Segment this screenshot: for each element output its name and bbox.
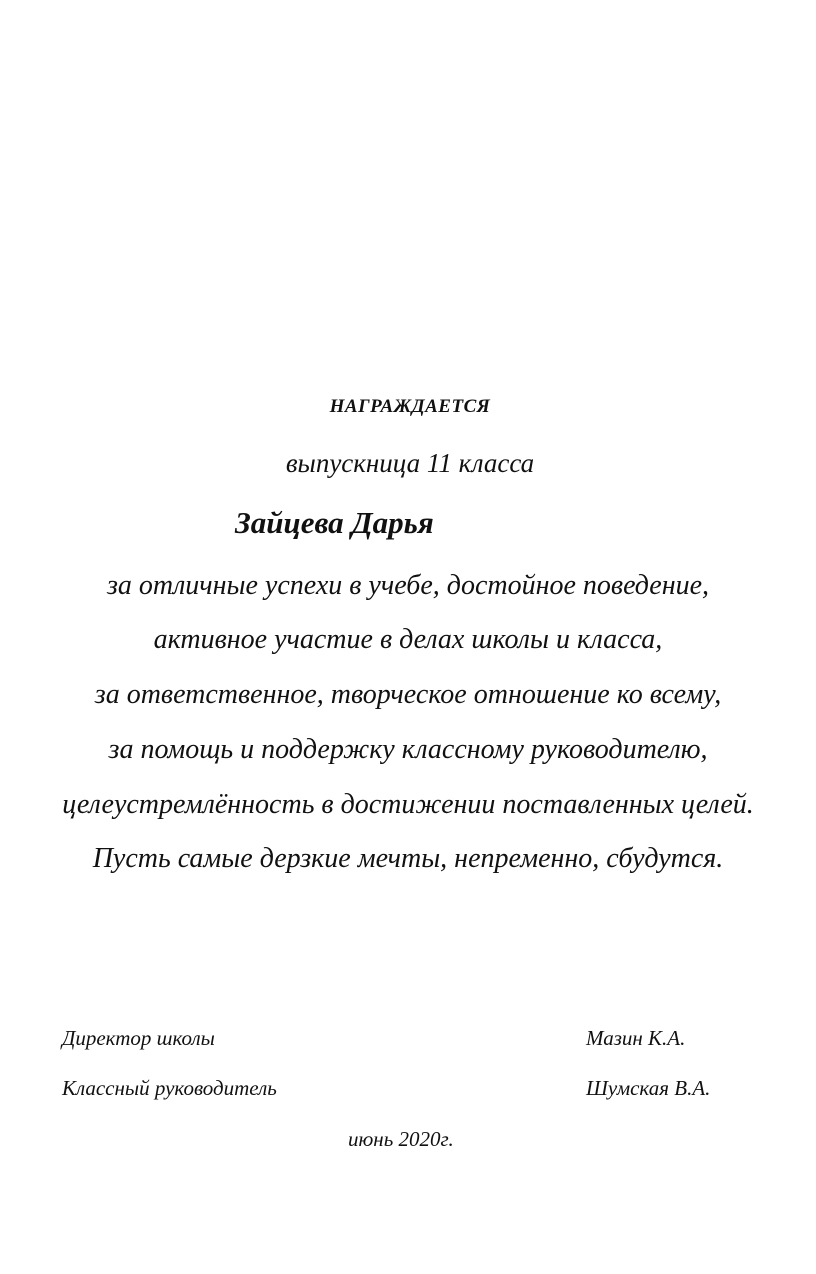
recipient-description: [0, 448, 816, 479]
reason-line: целеустремлённость в достижении поставленных целей.: [62, 789, 754, 820]
reason-line: за отличные успехи в учебе, достойное поведение,: [106, 570, 710, 601]
reason-line: активное участие в делах школы и класса,: [153, 624, 663, 655]
recipient-name: Зайцева Дарья: [235, 505, 434, 540]
signature-role-director: Директор школы: [62, 1026, 215, 1050]
reason-line: за ответственное, творческое отношение ко всему,: [94, 679, 722, 710]
subtitle-text: выпускница 11 класса: [285, 448, 535, 478]
signature-name-class-teacher: Шумская В.А.: [586, 1076, 711, 1100]
signature-name-director: Мазин К.А.: [586, 1026, 686, 1050]
signature-role-class-teacher: Классный руководитель: [62, 1076, 277, 1100]
heading-text: НАГРАЖДАЕТСЯ: [329, 396, 491, 417]
wish-line: Пусть самые дерзкие мечты, непременно, сбудутся.: [92, 843, 724, 874]
issue-date: июнь 2020г.: [348, 1127, 454, 1151]
certificate-heading: [0, 396, 816, 418]
reason-line: за помощь и поддержку классному руководителю,: [108, 734, 708, 765]
